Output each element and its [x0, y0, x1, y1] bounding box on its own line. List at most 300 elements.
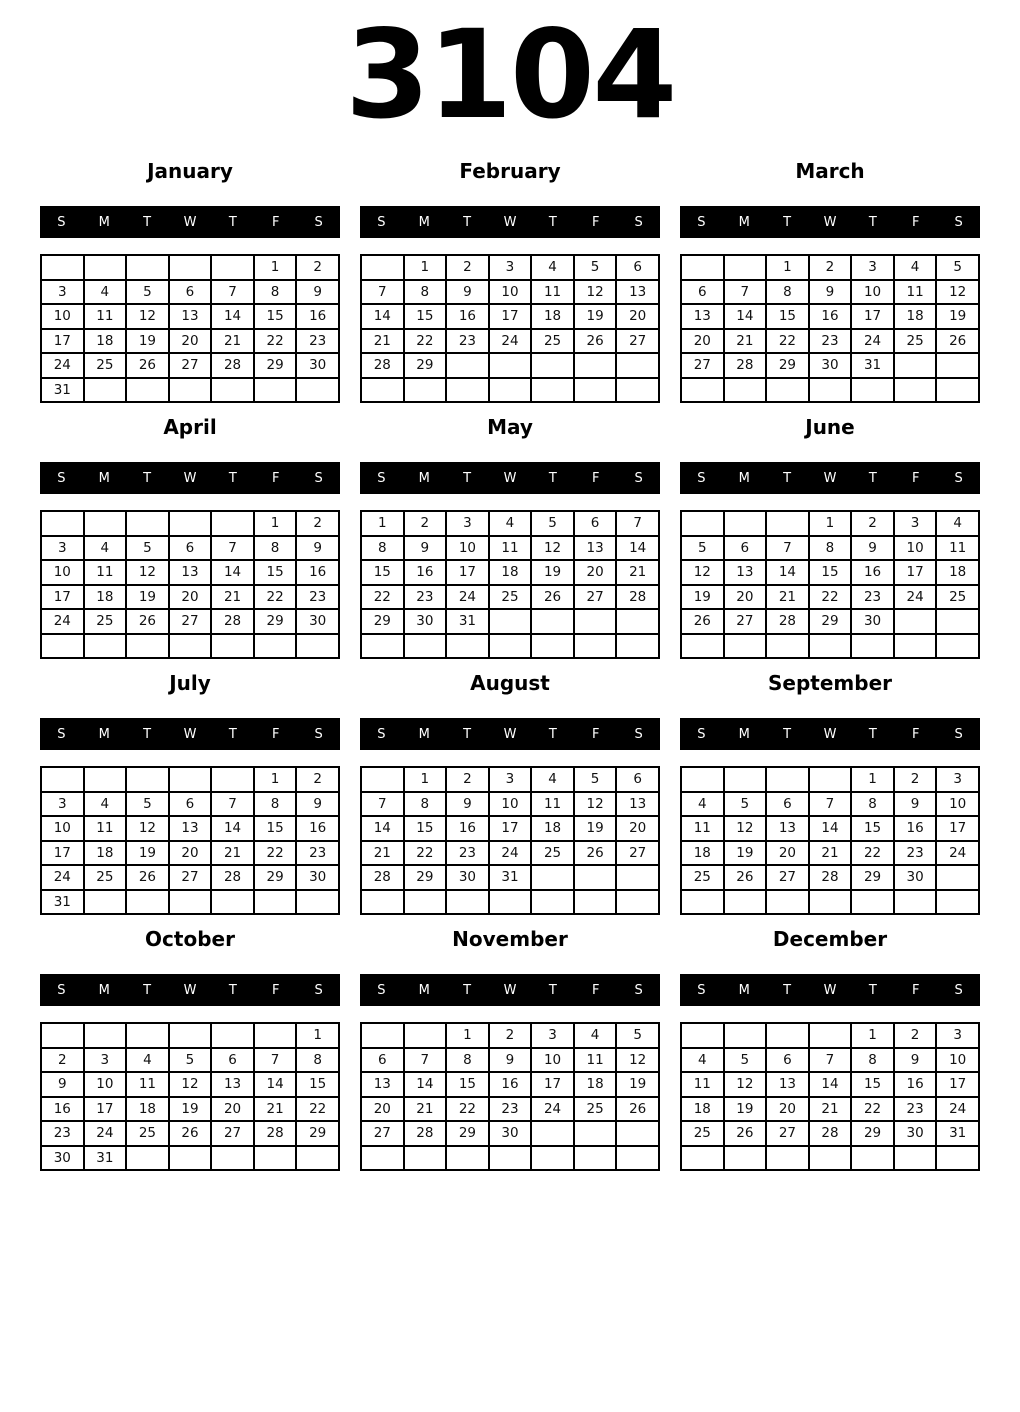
- month-block: [680, 926, 980, 1171]
- empty-day-cell: [41, 1023, 84, 1048]
- empty-day-cell: [724, 1146, 767, 1171]
- day-cell: 9: [404, 536, 447, 561]
- weekday-label: S: [697, 982, 706, 998]
- empty-day-cell: [809, 890, 852, 915]
- weekday-label: S: [954, 214, 963, 230]
- empty-day-cell: [574, 1121, 617, 1146]
- week-row: [361, 792, 659, 817]
- day-cell: 21: [254, 1097, 297, 1122]
- week-row: [41, 304, 339, 329]
- empty-day-cell: [126, 767, 169, 792]
- day-cell: 20: [724, 585, 767, 610]
- weekday-label: M: [418, 982, 430, 998]
- empty-day-cell: [766, 511, 809, 536]
- day-cell: 6: [169, 536, 212, 561]
- empty-day-cell: [84, 378, 127, 403]
- day-cell: 10: [41, 816, 84, 841]
- weekday-header-bar: [40, 974, 340, 1006]
- day-cell: 17: [936, 816, 979, 841]
- day-cell: 20: [766, 1097, 809, 1122]
- month-title: March: [795, 159, 865, 183]
- week-row: [361, 890, 659, 915]
- weekday-label: M: [738, 470, 750, 486]
- weekday-label: F: [591, 726, 600, 742]
- day-cell: 9: [296, 280, 339, 305]
- day-cell: 30: [809, 353, 852, 378]
- week-row: [41, 609, 339, 634]
- empty-day-cell: [211, 255, 254, 280]
- day-cell: 19: [531, 560, 574, 585]
- day-cell: 12: [724, 816, 767, 841]
- day-cell: 4: [894, 255, 937, 280]
- day-cell: 13: [574, 536, 617, 561]
- empty-day-cell: [531, 634, 574, 659]
- day-cell: 6: [574, 511, 617, 536]
- day-cell: 3: [489, 255, 532, 280]
- day-cell: 13: [211, 1072, 254, 1097]
- weekday-label: S: [954, 982, 963, 998]
- empty-day-cell: [446, 890, 489, 915]
- empty-day-cell: [809, 767, 852, 792]
- weekday-header-bar: [360, 462, 660, 494]
- weekday-label: S: [57, 726, 66, 742]
- week-row: [681, 890, 979, 915]
- day-cell: 29: [851, 865, 894, 890]
- day-cell: 6: [211, 1048, 254, 1073]
- empty-day-cell: [254, 378, 297, 403]
- weekday-label: T: [868, 214, 877, 230]
- day-cell: 20: [361, 1097, 404, 1122]
- month-block: [360, 158, 660, 403]
- day-cell: 7: [254, 1048, 297, 1073]
- day-cell: 21: [809, 841, 852, 866]
- day-cell: 1: [404, 255, 447, 280]
- day-cell: 16: [296, 304, 339, 329]
- day-cell: 21: [404, 1097, 447, 1122]
- day-cell: 7: [211, 280, 254, 305]
- empty-day-cell: [489, 353, 532, 378]
- day-cell: 18: [84, 585, 127, 610]
- empty-day-cell: [681, 511, 724, 536]
- month-day-grid: [40, 510, 340, 659]
- day-cell: 28: [724, 353, 767, 378]
- empty-day-cell: [361, 890, 404, 915]
- month-day-grid-body: [681, 255, 979, 402]
- day-cell: 27: [724, 609, 767, 634]
- day-cell: 6: [169, 792, 212, 817]
- day-cell: 16: [41, 1097, 84, 1122]
- week-row: [681, 378, 979, 403]
- day-cell: 3: [936, 767, 979, 792]
- day-cell: 14: [211, 560, 254, 585]
- empty-day-cell: [894, 378, 937, 403]
- week-row: [681, 353, 979, 378]
- day-cell: 4: [574, 1023, 617, 1048]
- empty-day-cell: [361, 634, 404, 659]
- day-cell: 17: [446, 560, 489, 585]
- empty-day-cell: [489, 890, 532, 915]
- day-cell: 5: [126, 280, 169, 305]
- month-block: [680, 670, 980, 915]
- empty-day-cell: [296, 378, 339, 403]
- empty-day-cell: [404, 634, 447, 659]
- day-cell: 16: [894, 816, 937, 841]
- weekday-label: T: [463, 726, 472, 742]
- empty-day-cell: [489, 634, 532, 659]
- day-cell: 30: [851, 609, 894, 634]
- weekday-label: T: [783, 214, 792, 230]
- week-row: [361, 1146, 659, 1171]
- day-cell: 19: [936, 304, 979, 329]
- day-cell: 23: [296, 841, 339, 866]
- week-row: [681, 1023, 979, 1048]
- month-title: May: [487, 415, 533, 439]
- empty-day-cell: [169, 1023, 212, 1048]
- day-cell: 8: [296, 1048, 339, 1073]
- day-cell: 9: [851, 536, 894, 561]
- day-cell: 12: [724, 1072, 767, 1097]
- empty-day-cell: [84, 634, 127, 659]
- empty-day-cell: [531, 1121, 574, 1146]
- day-cell: 14: [616, 536, 659, 561]
- day-cell: 12: [126, 560, 169, 585]
- day-cell: 1: [254, 511, 297, 536]
- day-cell: 12: [169, 1072, 212, 1097]
- day-cell: 29: [254, 865, 297, 890]
- day-cell: 18: [489, 560, 532, 585]
- day-cell: 10: [894, 536, 937, 561]
- day-cell: 8: [254, 280, 297, 305]
- day-cell: 16: [446, 816, 489, 841]
- day-cell: 27: [169, 353, 212, 378]
- month-day-grid: [40, 254, 340, 403]
- empty-day-cell: [936, 865, 979, 890]
- day-cell: 21: [361, 841, 404, 866]
- weekday-label: M: [738, 726, 750, 742]
- empty-day-cell: [531, 609, 574, 634]
- week-row: [41, 841, 339, 866]
- week-row: [681, 511, 979, 536]
- day-cell: 16: [851, 560, 894, 585]
- weekday-label: T: [548, 726, 557, 742]
- day-cell: 11: [574, 1048, 617, 1073]
- empty-day-cell: [489, 1146, 532, 1171]
- day-cell: 22: [404, 329, 447, 354]
- day-cell: 28: [766, 609, 809, 634]
- weekday-label: S: [697, 470, 706, 486]
- empty-day-cell: [404, 378, 447, 403]
- day-cell: 9: [894, 1048, 937, 1073]
- day-cell: 9: [809, 280, 852, 305]
- empty-day-cell: [169, 767, 212, 792]
- empty-day-cell: [724, 1023, 767, 1048]
- weekday-label: M: [418, 470, 430, 486]
- month-title: July: [169, 671, 211, 695]
- day-cell: 11: [84, 304, 127, 329]
- weekday-label: S: [634, 214, 643, 230]
- day-cell: 18: [84, 329, 127, 354]
- day-cell: 20: [574, 560, 617, 585]
- week-row: [41, 1097, 339, 1122]
- empty-day-cell: [404, 1023, 447, 1048]
- weekday-label: T: [783, 726, 792, 742]
- day-cell: 10: [936, 1048, 979, 1073]
- weekday-label: T: [868, 726, 877, 742]
- weekday-label: S: [314, 726, 323, 742]
- week-row: [361, 609, 659, 634]
- empty-day-cell: [809, 378, 852, 403]
- empty-day-cell: [41, 511, 84, 536]
- day-cell: 21: [616, 560, 659, 585]
- day-cell: 26: [126, 865, 169, 890]
- empty-day-cell: [169, 378, 212, 403]
- day-cell: 7: [211, 536, 254, 561]
- day-cell: 1: [851, 1023, 894, 1048]
- empty-day-cell: [404, 1146, 447, 1171]
- empty-day-cell: [809, 1023, 852, 1048]
- empty-day-cell: [446, 1146, 489, 1171]
- day-cell: 13: [681, 304, 724, 329]
- week-row: [681, 609, 979, 634]
- day-cell: 15: [254, 560, 297, 585]
- empty-day-cell: [894, 634, 937, 659]
- day-cell: 13: [361, 1072, 404, 1097]
- day-cell: 23: [894, 841, 937, 866]
- weekday-header-bar: [360, 206, 660, 238]
- year-title: 3104: [345, 4, 675, 146]
- day-cell: 11: [681, 816, 724, 841]
- empty-day-cell: [809, 1146, 852, 1171]
- day-cell: 25: [574, 1097, 617, 1122]
- empty-day-cell: [361, 378, 404, 403]
- week-row: [41, 1146, 339, 1171]
- day-cell: 18: [681, 1097, 724, 1122]
- month-day-grid-body: [361, 1023, 659, 1170]
- empty-day-cell: [404, 890, 447, 915]
- day-cell: 15: [766, 304, 809, 329]
- empty-day-cell: [446, 353, 489, 378]
- weekday-label: F: [271, 726, 280, 742]
- day-cell: 1: [404, 767, 447, 792]
- empty-day-cell: [169, 1146, 212, 1171]
- day-cell: 9: [446, 280, 489, 305]
- day-cell: 22: [254, 841, 297, 866]
- day-cell: 31: [446, 609, 489, 634]
- empty-day-cell: [169, 511, 212, 536]
- week-row: [361, 329, 659, 354]
- month-day-grid-body: [41, 767, 339, 914]
- day-cell: 22: [809, 585, 852, 610]
- day-cell: 23: [41, 1121, 84, 1146]
- empty-day-cell: [531, 890, 574, 915]
- month-day-grid: [680, 510, 980, 659]
- day-cell: 17: [531, 1072, 574, 1097]
- day-cell: 20: [169, 841, 212, 866]
- day-cell: 29: [766, 353, 809, 378]
- weekday-label: S: [377, 982, 386, 998]
- empty-day-cell: [894, 890, 937, 915]
- day-cell: 22: [361, 585, 404, 610]
- empty-day-cell: [211, 378, 254, 403]
- empty-day-cell: [169, 634, 212, 659]
- week-row: [681, 536, 979, 561]
- day-cell: 26: [616, 1097, 659, 1122]
- day-cell: 22: [296, 1097, 339, 1122]
- weekday-label: S: [697, 214, 706, 230]
- day-cell: 11: [126, 1072, 169, 1097]
- day-cell: 23: [851, 585, 894, 610]
- day-cell: 15: [851, 1072, 894, 1097]
- day-cell: 8: [404, 792, 447, 817]
- empty-day-cell: [211, 511, 254, 536]
- day-cell: 21: [724, 329, 767, 354]
- day-cell: 7: [211, 792, 254, 817]
- empty-day-cell: [681, 890, 724, 915]
- day-cell: 6: [724, 536, 767, 561]
- day-cell: 25: [84, 353, 127, 378]
- empty-day-cell: [936, 609, 979, 634]
- empty-day-cell: [361, 255, 404, 280]
- empty-day-cell: [254, 1023, 297, 1048]
- week-row: [41, 816, 339, 841]
- month-day-grid-body: [41, 511, 339, 658]
- day-cell: 10: [41, 560, 84, 585]
- day-cell: 4: [936, 511, 979, 536]
- day-cell: 30: [446, 865, 489, 890]
- weekday-label: T: [143, 470, 152, 486]
- weekday-label: F: [911, 214, 920, 230]
- month-block: [40, 158, 340, 403]
- day-cell: 29: [851, 1121, 894, 1146]
- weekday-label: F: [271, 214, 280, 230]
- weekday-label: W: [183, 982, 197, 998]
- empty-day-cell: [296, 890, 339, 915]
- day-cell: 9: [489, 1048, 532, 1073]
- weekday-label: S: [57, 982, 66, 998]
- weekday-label: S: [377, 470, 386, 486]
- month-block: [40, 414, 340, 659]
- day-cell: 26: [126, 353, 169, 378]
- day-cell: 1: [254, 255, 297, 280]
- month-day-grid: [680, 1022, 980, 1171]
- day-cell: 31: [489, 865, 532, 890]
- weekday-label: W: [823, 214, 837, 230]
- empty-day-cell: [616, 890, 659, 915]
- day-cell: 15: [254, 304, 297, 329]
- empty-day-cell: [126, 255, 169, 280]
- day-cell: 25: [84, 609, 127, 634]
- day-cell: 28: [404, 1121, 447, 1146]
- month-title: November: [452, 927, 568, 951]
- weekday-label: T: [228, 214, 237, 230]
- empty-day-cell: [851, 634, 894, 659]
- day-cell: 25: [681, 865, 724, 890]
- day-cell: 10: [41, 304, 84, 329]
- empty-day-cell: [724, 890, 767, 915]
- day-cell: 9: [296, 792, 339, 817]
- day-cell: 19: [169, 1097, 212, 1122]
- day-cell: 2: [41, 1048, 84, 1073]
- day-cell: 29: [254, 353, 297, 378]
- day-cell: 27: [616, 329, 659, 354]
- week-row: [41, 865, 339, 890]
- day-cell: 30: [296, 609, 339, 634]
- month-day-grid: [360, 1022, 660, 1171]
- week-row: [41, 511, 339, 536]
- week-row: [41, 329, 339, 354]
- week-row: [41, 1121, 339, 1146]
- empty-day-cell: [574, 634, 617, 659]
- weekday-header-bar: [40, 206, 340, 238]
- empty-day-cell: [574, 353, 617, 378]
- day-cell: 24: [41, 353, 84, 378]
- day-cell: 11: [531, 792, 574, 817]
- day-cell: 26: [936, 329, 979, 354]
- day-cell: 17: [851, 304, 894, 329]
- day-cell: 24: [489, 329, 532, 354]
- day-cell: 19: [126, 585, 169, 610]
- day-cell: 17: [41, 329, 84, 354]
- day-cell: 22: [851, 841, 894, 866]
- empty-day-cell: [574, 890, 617, 915]
- month-title: February: [459, 159, 561, 183]
- month-day-grid-body: [681, 767, 979, 914]
- weekday-label: F: [271, 470, 280, 486]
- weekday-label: W: [503, 470, 517, 486]
- day-cell: 10: [489, 280, 532, 305]
- day-cell: 16: [809, 304, 852, 329]
- day-cell: 3: [531, 1023, 574, 1048]
- day-cell: 26: [574, 329, 617, 354]
- weekday-label: T: [228, 726, 237, 742]
- day-cell: 19: [724, 841, 767, 866]
- empty-day-cell: [766, 1146, 809, 1171]
- day-cell: 6: [766, 1048, 809, 1073]
- day-cell: 8: [766, 280, 809, 305]
- day-cell: 15: [296, 1072, 339, 1097]
- month-day-grid-body: [361, 255, 659, 402]
- week-row: [41, 767, 339, 792]
- day-cell: 24: [446, 585, 489, 610]
- day-cell: 23: [446, 841, 489, 866]
- day-cell: 23: [894, 1097, 937, 1122]
- weekday-header-bar: [680, 206, 980, 238]
- day-cell: 5: [724, 1048, 767, 1073]
- month-block: [40, 926, 340, 1171]
- day-cell: 26: [724, 1121, 767, 1146]
- day-cell: 21: [211, 329, 254, 354]
- day-cell: 30: [296, 353, 339, 378]
- empty-day-cell: [296, 1146, 339, 1171]
- day-cell: 19: [126, 329, 169, 354]
- day-cell: 29: [404, 353, 447, 378]
- week-row: [681, 1048, 979, 1073]
- day-cell: 24: [489, 841, 532, 866]
- weekday-header-bar: [40, 462, 340, 494]
- weekday-label: T: [548, 470, 557, 486]
- month-title: December: [772, 927, 888, 951]
- empty-day-cell: [724, 511, 767, 536]
- week-row: [681, 865, 979, 890]
- weekday-header-bar: [360, 974, 660, 1006]
- day-cell: 30: [489, 1121, 532, 1146]
- empty-day-cell: [894, 609, 937, 634]
- weekday-label: F: [271, 982, 280, 998]
- weekday-label: M: [738, 214, 750, 230]
- day-cell: 26: [169, 1121, 212, 1146]
- day-cell: 30: [894, 1121, 937, 1146]
- weekday-label: S: [314, 214, 323, 230]
